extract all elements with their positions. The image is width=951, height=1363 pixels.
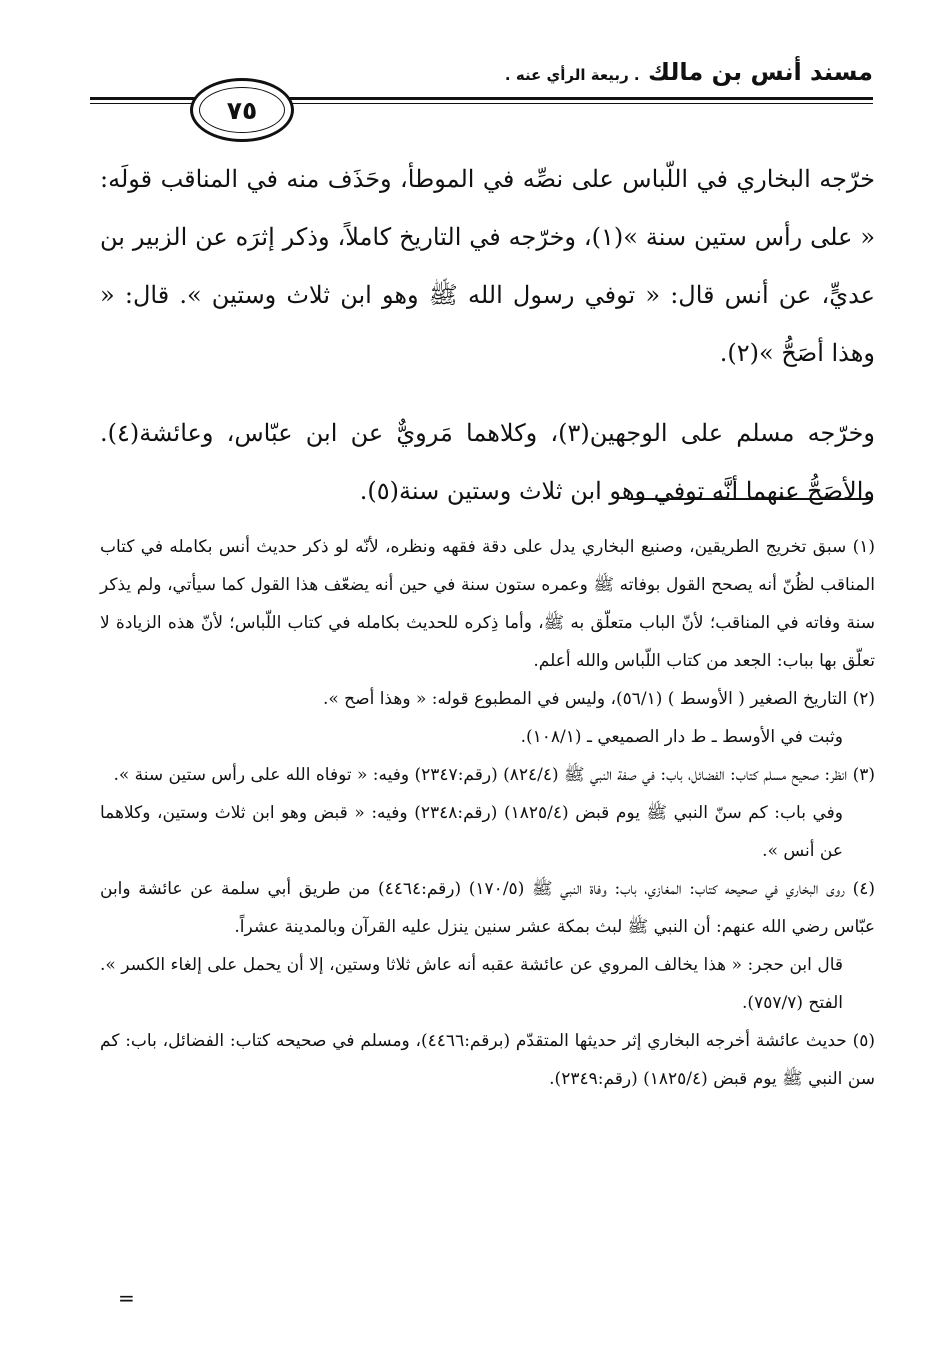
book-title: مسند أنس بن مالك bbox=[647, 58, 873, 86]
page-number-badge bbox=[190, 78, 294, 142]
footnote-2-continuation: وثبت في الأوسط ـ ط دار الصميعي ـ (١٠٨/١). bbox=[520, 727, 843, 747]
footnotes bbox=[100, 528, 875, 1098]
footnote-1: (١) سبق تخريج الطريقين، وصنيع البخاري يدل على دقة فقهه ونظره، لأنّه لو ذكر حديث أنس بكامله في كتاب المناقب لظُنّ أنه يصحح القول بوفاته ﷺ وعمره ستون سنة في حين أنه يضعّف هذا القول كما سيأتي، ولم يذكر سنة وفاته في المناقب؛ لأنّ الباب متعلّق به ﷺ، وأما ذِكره للحديث بكامله في كتاب اللّباس؛ لأنّ هذه الزيادة لا تعلّق بها بباب: الجعد من كتاب اللّباس والله أعلم. bbox=[100, 537, 875, 671]
running-header bbox=[505, 58, 873, 86]
main-paragraph: خرّجه البخاري في اللّباس على نصِّه في الموطأ، وحَذَف منه في المناقب قولَه: « على رأس ستين سنة »(١)، وخرّجه في التاريخ كاملاً، وذكر إثرَه عن الزبير بن عديٍّ، عن أنس قال: « توفي رسول الله ﷺ وهو ابن ثلاث وستين ». قال: « وهذا أصَحُّ »(٢). bbox=[100, 165, 875, 367]
footnote-separator bbox=[628, 498, 873, 500]
continuation-mark: = bbox=[118, 1286, 135, 1310]
footnote-3: (٣) انظر: صحيح مسلم كتاب: الفضائل، باب: في صفة النبي ﷺ (٨٢٤/٤) (رقم:٢٣٤٧) وفيه: « توفاه الله على رأس ستين سنة ». bbox=[113, 765, 875, 785]
header-subtitle: . ربيعة الرأي عنه . bbox=[504, 66, 640, 84]
footnote-2: (٢) التاريخ الصغير ( الأوسط ) (٥٦/١)، وليس في المطبوع قوله: « وهذا أصح ». bbox=[322, 689, 875, 709]
main-text bbox=[100, 150, 875, 520]
footnote-5: (٥) حديث عائشة أخرجه البخاري إثر حديثها المتقدّم (برقم:٤٤٦٦)، ومسلم في صحيحه كتاب: الفضائل، باب: كم سن النبي ﷺ يوم قبض (١٨٢٥/٤) (رقم:٢٣٤٩). bbox=[100, 1031, 875, 1089]
footnote-4-continuation: قال ابن حجر: « هذا يخالف المروي عن عائشة عقبه أنه عاش ثلاثا وستين، إلا أن يحمل على إلغاء الكسر ». الفتح (٧٥٧/٧). bbox=[100, 955, 844, 1013]
footnote-4: (٤) روى البخاري في صحيحه كتاب: المغازي، باب: وفاة النبي ﷺ (١٧٠/٥) (رقم:٤٤٦٤) من طريق أبي سلمة عن عائشة وابن عبّاس رضي الله عنهم: أن النبي ﷺ لبث بمكة عشر سنين ينزل عليه القرآن وبالمدينة عشراً. bbox=[100, 879, 875, 937]
page-number: ٧٥ bbox=[199, 87, 285, 133]
footnote-3-continuation: وفي باب: كم سنّ النبي ﷺ يوم قبض (١٨٢٥/٤) (رقم:٢٣٤٨) وفيه: « قبض وهو ابن ثلاث وستين، وكلاهما عن أنس ». bbox=[100, 803, 844, 861]
main-paragraph: وخرّجه مسلم على الوجهين(٣)، وكلاهما مَرويٌّ عن ابن عبّاس، وعائشة(٤). والأصَحُّ عنهما أنَّه توفي وهو ابن ثلاث وستين سنة(٥). bbox=[100, 419, 875, 505]
